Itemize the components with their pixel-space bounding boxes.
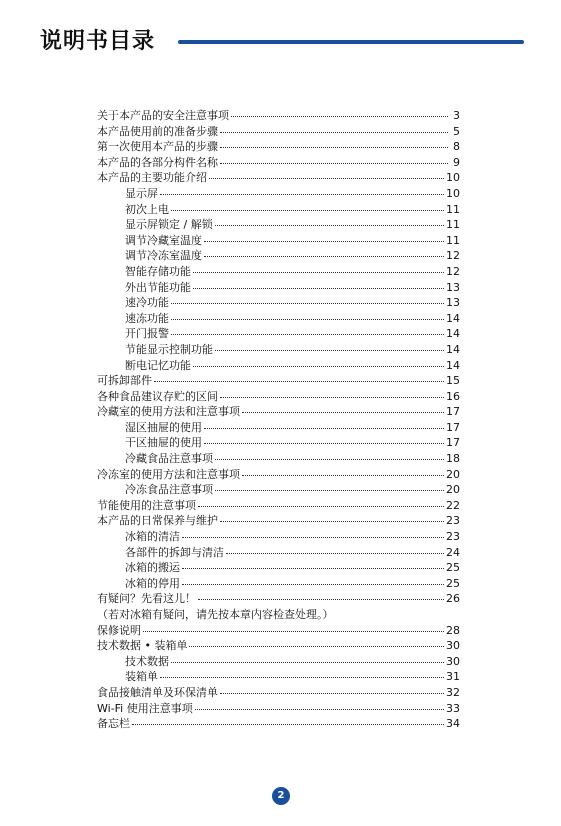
- toc-entry-label: Wi-Fi 使用注意事项: [97, 701, 193, 715]
- toc-entry[interactable]: [97, 248, 460, 264]
- toc-entry-page: 26: [446, 592, 460, 606]
- toc-entry-label: 初次上电: [125, 202, 169, 216]
- toc-entry-label: 冷冻室的使用方法和注意事项: [97, 467, 240, 481]
- toc-entry-label: 冷藏室的使用方法和注意事项: [97, 405, 240, 419]
- toc-entry[interactable]: [97, 560, 460, 576]
- dot-leader: [143, 631, 444, 632]
- toc-entry-label: （若对冰箱有疑问，请先按本章内容检查处理。）: [97, 608, 334, 621]
- toc-entry[interactable]: [97, 326, 460, 342]
- dot-leader: [204, 241, 444, 242]
- toc-entry[interactable]: [97, 389, 460, 405]
- toc-entry-page: 12: [446, 249, 460, 263]
- toc-entry-label: 保修说明: [97, 623, 141, 637]
- toc-entry-label: 开门报警: [125, 327, 169, 341]
- dot-leader: [198, 506, 444, 507]
- toc-entry-page: 23: [446, 530, 460, 544]
- toc-entry-page: 33: [446, 701, 460, 715]
- toc-entry-page: 9: [453, 155, 460, 169]
- toc-entry-label: 速冷功能: [125, 296, 169, 310]
- toc-entry-page: 16: [446, 389, 460, 403]
- toc-entry-page: 11: [446, 233, 460, 247]
- toc-entry-label: 可拆卸部件: [97, 374, 152, 388]
- dot-leader: [220, 132, 448, 133]
- toc-entry[interactable]: [97, 358, 460, 374]
- dot-leader: [215, 459, 444, 460]
- toc-entry-label: 外出节能功能: [125, 280, 191, 294]
- toc-entry-label: 关于本产品的安全注意事项: [97, 109, 229, 122]
- toc-entry-page: 14: [446, 358, 460, 372]
- toc-entry-label: 冰箱的搬运: [125, 561, 180, 575]
- toc-entry-page: 10: [446, 186, 460, 200]
- toc-entry-page: 14: [446, 327, 460, 341]
- toc-entry-label: 调节冷藏室温度: [125, 233, 202, 247]
- dot-leader: [220, 397, 444, 398]
- toc-entry[interactable]: [97, 623, 460, 639]
- toc-entry[interactable]: [97, 420, 460, 436]
- toc-entry[interactable]: [97, 155, 460, 171]
- toc-entry-page: 3: [453, 109, 460, 122]
- toc-entry[interactable]: [97, 404, 460, 420]
- toc-entry-page: 24: [446, 545, 460, 559]
- dot-leader: [171, 303, 444, 304]
- toc-entry[interactable]: [97, 373, 460, 389]
- toc-entry[interactable]: [97, 186, 460, 202]
- toc-entry[interactable]: [97, 669, 460, 685]
- dot-leader: [204, 443, 444, 444]
- toc-entry[interactable]: [97, 716, 460, 732]
- toc-entry[interactable]: [97, 529, 460, 545]
- toc-entry[interactable]: [97, 202, 460, 218]
- dot-leader: [220, 693, 444, 694]
- toc-entry-page: 20: [446, 467, 460, 481]
- toc-entry[interactable]: [97, 638, 460, 654]
- toc-entry-page: 34: [446, 717, 460, 731]
- toc-entry-label: 显示屏: [125, 186, 158, 200]
- toc-entry[interactable]: [97, 435, 460, 451]
- toc-entry[interactable]: [97, 280, 460, 296]
- toc-entry[interactable]: [97, 108, 460, 124]
- dot-leader: [204, 428, 444, 429]
- toc-entry[interactable]: [97, 311, 460, 327]
- dot-leader: [193, 288, 444, 289]
- toc-entry[interactable]: [97, 513, 460, 529]
- dot-leader: [231, 116, 448, 117]
- dot-leader: [215, 490, 444, 491]
- dot-leader: [220, 521, 444, 522]
- toc-entry[interactable]: [97, 451, 460, 467]
- toc-entry-page: 18: [446, 452, 460, 466]
- toc-entry[interactable]: [97, 591, 460, 607]
- toc-entry[interactable]: [97, 264, 460, 280]
- toc-entry-page: 30: [446, 654, 460, 668]
- toc-entry-label: 本产品的日常保养与维护: [97, 514, 218, 528]
- toc-note: [97, 607, 460, 623]
- toc-entry-page: 28: [446, 623, 460, 637]
- toc-entry-page: 14: [446, 311, 460, 325]
- toc-entry-label: 断电记忆功能: [125, 358, 191, 372]
- toc-entry-page: 11: [446, 202, 460, 216]
- dot-leader: [242, 412, 444, 413]
- toc-entry-label: 食品接触清单及环保清单: [97, 685, 218, 699]
- toc-entry-page: 14: [446, 342, 460, 356]
- toc-entry-label: 装箱单: [125, 670, 158, 684]
- toc-entry-page: 10: [446, 171, 460, 185]
- toc-entry-page: 32: [446, 685, 460, 699]
- dot-leader: [171, 319, 444, 320]
- toc-entry-label: 干区抽屉的使用: [125, 436, 202, 450]
- toc-entry-page: 25: [446, 561, 460, 575]
- dot-leader: [193, 272, 444, 273]
- toc-entry-label: 各种食品建议存贮的区间: [97, 389, 218, 403]
- dot-leader: [195, 709, 444, 710]
- dot-leader: [215, 225, 444, 226]
- toc-entry-label: 有疑问？先看这儿！: [97, 592, 196, 606]
- toc-entry-page: 11: [446, 218, 460, 232]
- header: [40, 24, 524, 60]
- toc-entry-label: 技术数据 • 装箱单: [97, 639, 188, 653]
- toc-entry-label: 本产品的各部分构件名称: [97, 155, 218, 169]
- toc-entry-label: 冰箱的清洁: [125, 530, 180, 544]
- toc-entry-label: 冰箱的停用: [125, 576, 180, 590]
- toc-entry[interactable]: [97, 342, 460, 358]
- toc-entry[interactable]: [97, 482, 460, 498]
- toc-entry-label: 冷冻食品注意事项: [125, 483, 213, 497]
- dot-leader: [160, 194, 444, 195]
- toc-entry-page: 20: [446, 483, 460, 497]
- toc-entry-page: 12: [446, 264, 460, 278]
- dot-leader: [193, 366, 444, 367]
- dot-leader: [182, 537, 444, 538]
- toc-entry-page: 25: [446, 576, 460, 590]
- toc-entry[interactable]: [97, 545, 460, 561]
- dot-leader: [215, 350, 444, 351]
- dot-leader: [242, 475, 444, 476]
- dot-leader: [204, 256, 444, 257]
- dot-leader: [220, 147, 448, 148]
- toc-entry[interactable]: [97, 124, 460, 140]
- toc-entry[interactable]: [97, 498, 460, 514]
- dot-leader: [171, 210, 444, 211]
- table-of-contents: [97, 108, 460, 732]
- toc-entry-label: 速冻功能: [125, 311, 169, 325]
- toc-entry-page: 17: [446, 405, 460, 419]
- toc-entry-page: 15: [446, 374, 460, 388]
- toc-entry-label: 智能存储功能: [125, 264, 191, 278]
- dot-leader: [160, 677, 444, 678]
- toc-entry-page: 17: [446, 436, 460, 450]
- toc-entry[interactable]: [97, 701, 460, 717]
- toc-entry[interactable]: [97, 170, 460, 186]
- toc-entry-page: 31: [446, 670, 460, 684]
- toc-entry-page: 22: [446, 498, 460, 512]
- title-rule: [178, 40, 524, 44]
- page-number-badge: 2: [272, 787, 290, 805]
- toc-entry-label: 湿区抽屉的使用: [125, 420, 202, 434]
- toc-entry[interactable]: [97, 576, 460, 592]
- toc-entry-page: 13: [446, 280, 460, 294]
- dot-leader: [182, 568, 444, 569]
- dot-leader: [226, 553, 444, 554]
- dot-leader: [209, 178, 444, 179]
- page-title: 说明书目录: [40, 29, 156, 54]
- toc-entry-label: 节能显示控制功能: [125, 342, 213, 356]
- toc-entry-label: 本产品使用前的准备步骤: [97, 124, 218, 138]
- dot-leader: [132, 724, 444, 725]
- toc-entry-label: 备忘栏: [97, 717, 130, 731]
- dot-leader: [220, 163, 448, 164]
- toc-entry-label: 显示屏锁定 / 解锁: [125, 218, 213, 232]
- toc-entry-page: 30: [446, 639, 460, 653]
- toc-entry-label: 冷藏食品注意事项: [125, 452, 213, 466]
- toc-entry-page: 17: [446, 420, 460, 434]
- toc-entry-page: 13: [446, 296, 460, 310]
- dot-leader: [171, 662, 444, 663]
- toc-entry[interactable]: [97, 217, 460, 233]
- toc-entry-label: 调节冷冻室温度: [125, 249, 202, 263]
- dot-leader: [154, 381, 444, 382]
- dot-leader: [198, 599, 444, 600]
- dot-leader: [189, 646, 444, 647]
- toc-entry-label: 本产品的主要功能介绍: [97, 171, 207, 185]
- toc-entry-page: 8: [453, 140, 460, 154]
- toc-entry[interactable]: [97, 467, 460, 483]
- toc-entry[interactable]: [97, 139, 460, 155]
- toc-entry[interactable]: [97, 685, 460, 701]
- toc-entry-page: 5: [453, 124, 460, 138]
- toc-entry-label: 技术数据: [125, 654, 169, 668]
- toc-entry[interactable]: [97, 233, 460, 249]
- toc-entry-label: 节能使用的注意事项: [97, 498, 196, 512]
- dot-leader: [171, 334, 444, 335]
- toc-entry[interactable]: [97, 295, 460, 311]
- toc-entry-label: 各部件的拆卸与清洁: [125, 545, 224, 559]
- dot-leader: [182, 584, 444, 585]
- toc-entry-page: 23: [446, 514, 460, 528]
- toc-entry[interactable]: [97, 654, 460, 670]
- toc-entry-label: 第一次使用本产品的步骤: [97, 140, 218, 154]
